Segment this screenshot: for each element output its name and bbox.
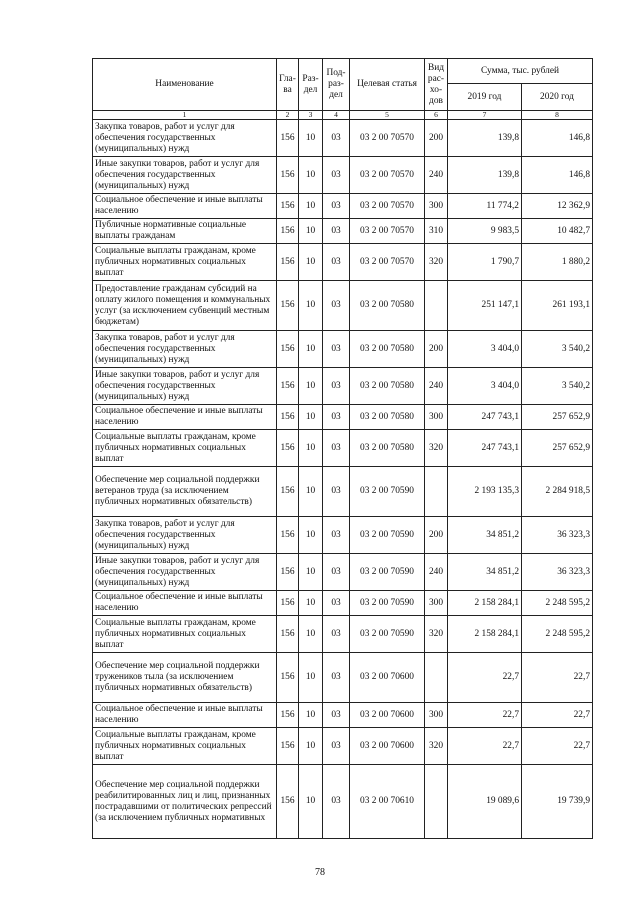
header-sum: Сумма, тыс. рублей [448, 59, 593, 84]
row-chapter: 156 [277, 281, 299, 331]
row-section: 10 [299, 194, 323, 219]
row-subsection: 03 [323, 653, 350, 703]
table-row [93, 219, 593, 244]
row-target: 03 2 00 70580 [350, 405, 425, 430]
row-section: 10 [299, 430, 323, 467]
row-name: Социальные выплаты гражданам, кроме публичных нормативных социальных выплат [93, 244, 277, 281]
row-subsection: 03 [323, 157, 350, 194]
column-number: 8 [522, 111, 593, 120]
header-subsection: Под-раз-дел [323, 59, 350, 111]
row-name: Иные закупки товаров, работ и услуг для обеспечения государственных (муниципальных) нужд [93, 554, 277, 591]
row-chapter: 156 [277, 194, 299, 219]
row-sum-2019: 9 983,5 [448, 219, 522, 244]
row-name: Закупка товаров, работ и услуг для обеспечения государственных (муниципальных) нужд [93, 331, 277, 368]
row-sum-2019: 2 158 284,1 [448, 591, 522, 616]
table-row [93, 368, 593, 405]
row-subsection: 03 [323, 467, 350, 517]
row-subsection: 03 [323, 616, 350, 653]
row-sum-2019: 251 147,1 [448, 281, 522, 331]
row-sum-2020: 22,7 [522, 728, 593, 765]
header-year-2019: 2019 год [448, 84, 522, 111]
row-chapter: 156 [277, 467, 299, 517]
table-row [93, 703, 593, 728]
row-sum-2020: 2 248 595,2 [522, 616, 593, 653]
row-name: Социальные выплаты гражданам, кроме публичных нормативных социальных выплат [93, 728, 277, 765]
row-sum-2020: 146,8 [522, 120, 593, 157]
row-chapter: 156 [277, 244, 299, 281]
row-target: 03 2 00 70580 [350, 281, 425, 331]
row-section: 10 [299, 517, 323, 554]
row-sum-2019: 19 089,6 [448, 765, 522, 839]
row-expense-type [425, 467, 448, 517]
row-sum-2019: 22,7 [448, 728, 522, 765]
row-chapter: 156 [277, 554, 299, 591]
row-chapter: 156 [277, 219, 299, 244]
column-number-row [93, 111, 593, 120]
table-row [93, 157, 593, 194]
row-sum-2020: 3 540,2 [522, 368, 593, 405]
row-target: 03 2 00 70600 [350, 703, 425, 728]
row-target: 03 2 00 70570 [350, 157, 425, 194]
table-row [93, 331, 593, 368]
row-sum-2020: 1 880,2 [522, 244, 593, 281]
table-row [93, 467, 593, 517]
row-name: Социальное обеспечение и иные выплаты населению [93, 405, 277, 430]
row-sum-2019: 1 790,7 [448, 244, 522, 281]
row-chapter: 156 [277, 430, 299, 467]
row-subsection: 03 [323, 281, 350, 331]
row-sum-2019: 247 743,1 [448, 430, 522, 467]
row-sum-2019: 139,8 [448, 157, 522, 194]
table-row [93, 281, 593, 331]
row-expense-type [425, 281, 448, 331]
header-expense-type: Вид рас-хо-дов [425, 59, 448, 111]
row-sum-2019: 34 851,2 [448, 517, 522, 554]
row-target: 03 2 00 70570 [350, 194, 425, 219]
header-target: Целевая статья [350, 59, 425, 111]
row-chapter: 156 [277, 331, 299, 368]
row-sum-2020: 36 323,3 [522, 554, 593, 591]
row-sum-2019: 2 193 135,3 [448, 467, 522, 517]
row-sum-2020: 261 193,1 [522, 281, 593, 331]
row-name: Закупка товаров, работ и услуг для обеспечения государственных (муниципальных) нужд [93, 517, 277, 554]
row-sum-2019: 34 851,2 [448, 554, 522, 591]
row-subsection: 03 [323, 430, 350, 467]
row-sum-2020: 12 362,9 [522, 194, 593, 219]
row-subsection: 03 [323, 368, 350, 405]
table-row [93, 765, 593, 839]
row-section: 10 [299, 244, 323, 281]
row-target: 03 2 00 70590 [350, 554, 425, 591]
row-subsection: 03 [323, 331, 350, 368]
row-sum-2019: 3 404,0 [448, 368, 522, 405]
table-row [93, 194, 593, 219]
row-target: 03 2 00 70600 [350, 728, 425, 765]
column-number: 4 [323, 111, 350, 120]
row-expense-type: 240 [425, 368, 448, 405]
row-subsection: 03 [323, 703, 350, 728]
row-expense-type: 310 [425, 219, 448, 244]
row-target: 03 2 00 70600 [350, 653, 425, 703]
header-year-2020: 2020 год [522, 84, 593, 111]
row-chapter: 156 [277, 591, 299, 616]
column-number: 3 [299, 111, 323, 120]
row-chapter: 156 [277, 765, 299, 839]
row-subsection: 03 [323, 554, 350, 591]
row-section: 10 [299, 157, 323, 194]
row-expense-type: 320 [425, 728, 448, 765]
row-chapter: 156 [277, 616, 299, 653]
row-target: 03 2 00 70570 [350, 244, 425, 281]
table-row [93, 728, 593, 765]
row-section: 10 [299, 591, 323, 616]
row-chapter: 156 [277, 405, 299, 430]
row-chapter: 156 [277, 703, 299, 728]
row-target: 03 2 00 70590 [350, 616, 425, 653]
row-name: Обеспечение мер социальной поддержки тружеников тыла (за исключением публичных нормативных обязательств) [93, 653, 277, 703]
row-sum-2020: 2 248 595,2 [522, 591, 593, 616]
row-expense-type: 240 [425, 554, 448, 591]
row-target: 03 2 00 70580 [350, 331, 425, 368]
row-sum-2020: 3 540,2 [522, 331, 593, 368]
row-name: Обеспечение мер социальной поддержки ветеранов труда (за исключением публичных нормативных обязательств) [93, 467, 277, 517]
row-sum-2020: 36 323,3 [522, 517, 593, 554]
row-sum-2020: 2 284 918,5 [522, 467, 593, 517]
row-section: 10 [299, 616, 323, 653]
row-subsection: 03 [323, 765, 350, 839]
row-expense-type: 320 [425, 244, 448, 281]
budget-table [92, 58, 593, 839]
row-subsection: 03 [323, 244, 350, 281]
row-name: Социальные выплаты гражданам, кроме публичных нормативных социальных выплат [93, 616, 277, 653]
row-section: 10 [299, 703, 323, 728]
row-expense-type: 200 [425, 517, 448, 554]
row-section: 10 [299, 368, 323, 405]
header-name: Наименование [93, 59, 277, 111]
row-target: 03 2 00 70610 [350, 765, 425, 839]
header-chapter: Гла-ва [277, 59, 299, 111]
table-row [93, 405, 593, 430]
row-subsection: 03 [323, 194, 350, 219]
row-expense-type: 200 [425, 120, 448, 157]
row-name: Иные закупки товаров, работ и услуг для обеспечения государственных (муниципальных) нужд [93, 157, 277, 194]
row-sum-2020: 10 482,7 [522, 219, 593, 244]
row-sum-2020: 22,7 [522, 703, 593, 728]
table-body [93, 120, 593, 839]
row-section: 10 [299, 219, 323, 244]
row-section: 10 [299, 765, 323, 839]
row-section: 10 [299, 554, 323, 591]
row-subsection: 03 [323, 517, 350, 554]
row-chapter: 156 [277, 120, 299, 157]
column-number: 2 [277, 111, 299, 120]
table-row [93, 517, 593, 554]
row-chapter: 156 [277, 157, 299, 194]
row-expense-type: 300 [425, 405, 448, 430]
row-expense-type: 240 [425, 157, 448, 194]
table-row [93, 653, 593, 703]
row-name: Публичные нормативные социальные выплаты гражданам [93, 219, 277, 244]
row-name: Иные закупки товаров, работ и услуг для обеспечения государственных (муниципальных) нужд [93, 368, 277, 405]
table-row [93, 120, 593, 157]
row-name: Закупка товаров, работ и услуг для обеспечения государственных (муниципальных) нужд [93, 120, 277, 157]
row-sum-2020: 19 739,9 [522, 765, 593, 839]
table-row [93, 616, 593, 653]
table-row [93, 591, 593, 616]
row-sum-2019: 22,7 [448, 703, 522, 728]
row-sum-2019: 22,7 [448, 653, 522, 703]
row-subsection: 03 [323, 405, 350, 430]
row-chapter: 156 [277, 653, 299, 703]
row-expense-type: 300 [425, 591, 448, 616]
row-subsection: 03 [323, 120, 350, 157]
column-number: 7 [448, 111, 522, 120]
row-expense-type: 300 [425, 194, 448, 219]
column-number: 1 [93, 111, 277, 120]
row-section: 10 [299, 120, 323, 157]
row-sum-2019: 2 158 284,1 [448, 616, 522, 653]
row-expense-type: 320 [425, 616, 448, 653]
row-sum-2019: 3 404,0 [448, 331, 522, 368]
row-expense-type [425, 653, 448, 703]
row-expense-type: 320 [425, 430, 448, 467]
row-name: Социальное обеспечение и иные выплаты населению [93, 591, 277, 616]
row-chapter: 156 [277, 728, 299, 765]
row-target: 03 2 00 70590 [350, 467, 425, 517]
row-sum-2019: 139,8 [448, 120, 522, 157]
row-sum-2020: 257 652,9 [522, 405, 593, 430]
row-expense-type: 200 [425, 331, 448, 368]
row-name: Социальное обеспечение и иные выплаты населению [93, 703, 277, 728]
row-subsection: 03 [323, 219, 350, 244]
row-subsection: 03 [323, 728, 350, 765]
row-target: 03 2 00 70570 [350, 120, 425, 157]
row-sum-2020: 22,7 [522, 653, 593, 703]
header-section: Раз-дел [299, 59, 323, 111]
page-number: 78 [315, 867, 325, 878]
row-chapter: 156 [277, 517, 299, 554]
row-sum-2019: 11 774,2 [448, 194, 522, 219]
row-target: 03 2 00 70570 [350, 219, 425, 244]
table-row [93, 554, 593, 591]
row-target: 03 2 00 70580 [350, 368, 425, 405]
column-number: 6 [425, 111, 448, 120]
row-target: 03 2 00 70590 [350, 591, 425, 616]
row-sum-2020: 257 652,9 [522, 430, 593, 467]
row-name: Предоставление гражданам субсидий на оплату жилого помещения и коммунальных услуг (за исключением субвенций местным бюджетам) [93, 281, 277, 331]
row-sum-2019: 247 743,1 [448, 405, 522, 430]
row-section: 10 [299, 653, 323, 703]
row-section: 10 [299, 728, 323, 765]
row-name: Обеспечение мер социальной поддержки реабилитированных лиц и лиц, признанных пострадавшими от политических репрессий (за исключением публичных нормативных [93, 765, 277, 839]
table-row [93, 244, 593, 281]
row-expense-type: 300 [425, 703, 448, 728]
row-subsection: 03 [323, 591, 350, 616]
table-row [93, 430, 593, 467]
row-section: 10 [299, 331, 323, 368]
column-number: 5 [350, 111, 425, 120]
row-target: 03 2 00 70590 [350, 517, 425, 554]
row-chapter: 156 [277, 368, 299, 405]
row-name: Социальное обеспечение и иные выплаты населению [93, 194, 277, 219]
row-name: Социальные выплаты гражданам, кроме публичных нормативных социальных выплат [93, 430, 277, 467]
row-target: 03 2 00 70580 [350, 430, 425, 467]
row-sum-2020: 146,8 [522, 157, 593, 194]
row-section: 10 [299, 405, 323, 430]
row-section: 10 [299, 281, 323, 331]
row-section: 10 [299, 467, 323, 517]
row-expense-type [425, 765, 448, 839]
